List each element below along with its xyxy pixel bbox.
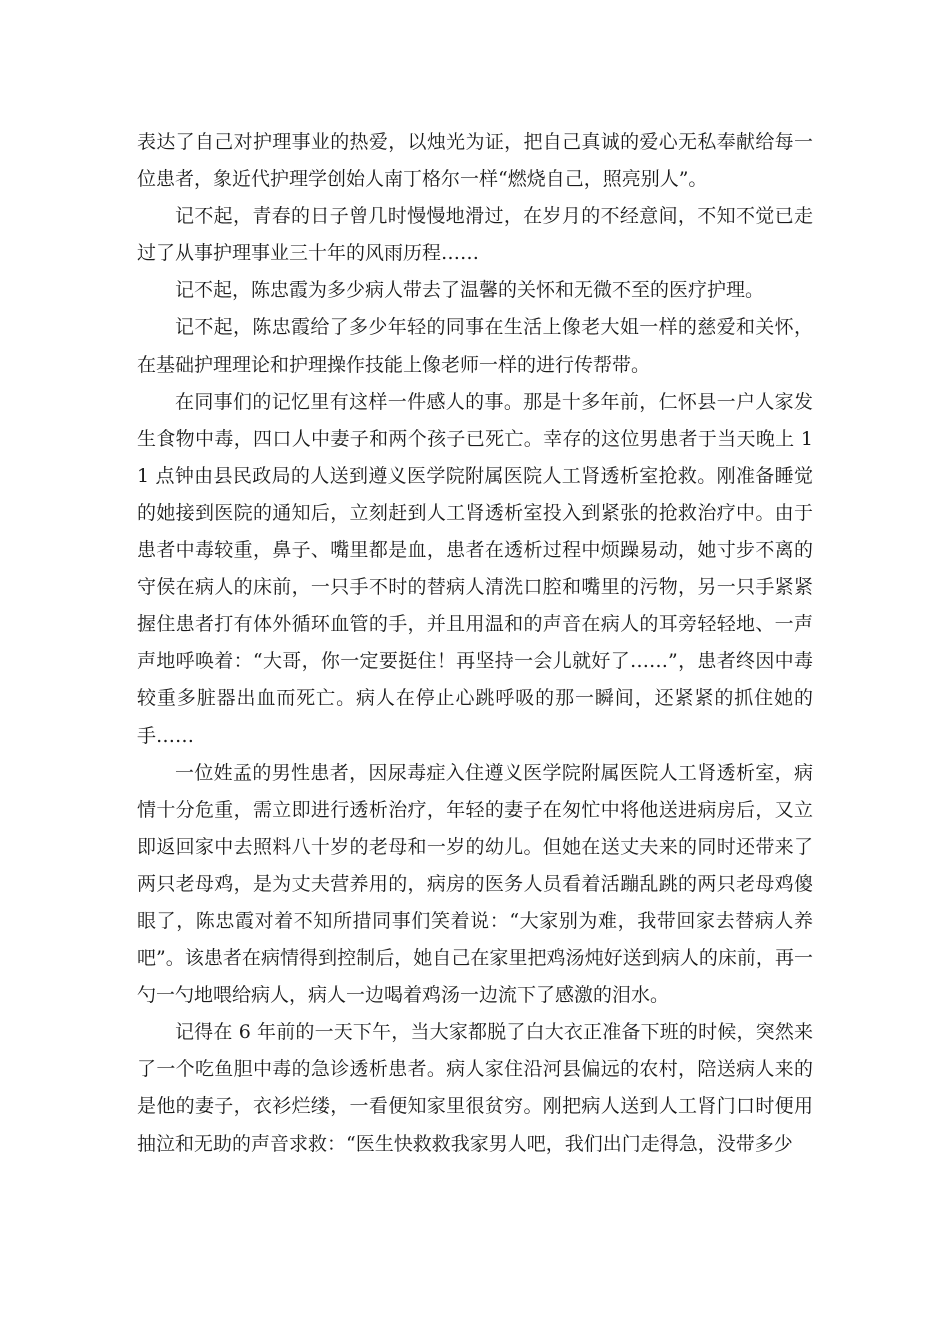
paragraph-patient-meng: 一位姓孟的男性患者，因尿毒症入住遵义医学院附属医院人工肾透析室，病情十分危重，需立即进行透析治疗，年轻的妻子在匆忙中将他送进病房后，又立即返回家中去照料八十岁的老母和一岁的幼儿。但她在送丈夫来的同时还带来了两只老母鸡，是为丈夫营养用的，病房的医务人员看着活蹦乱跳的两只老母鸡傻眼了，陈忠霞对着不知所措同事们笑着说：“大家别为难，我带回家去替病人养吧”。该患者在病情得到控制后，她自己在家里把鸡汤炖好送到病人的床前，再一勺一勺地喂给病人，病人一边喝着鸡汤一边流下了感激的泪水。 [137, 761, 813, 1007]
paragraph-continuation: 表达了自己对护理事业的热爱，以烛光为证，把自己真诚的爱心无私奉献给每一位患者，象近代护理学创始人南丁格尔一样“燃烧自己，照亮别人”。 [137, 131, 813, 191]
paragraph-fish-gall-poisoning: 记得在 6 年前的一天下午，当大家都脱了白大衣正准备下班的时候，突然来了一个吃鱼胆中毒的急诊透析患者。病人家住沿河县偏远的农村，陪送病人来的是他的妻子，衣衫烂缕，一看便知家里很贫穷。刚把病人送到人工肾门口时便用抽泣和无助的声音求救：“医生快救救我家男人吧，我们出门走得急，没带多少 [137, 1021, 813, 1155]
document-body [137, 124, 813, 1163]
paragraph-care-for-colleagues: 记不起，陈忠霞给了多少年轻的同事在生活上像老大姐一样的慈爱和关怀，在基础护理理论和护理操作技能上像老师一样的进行传帮带。 [137, 316, 813, 376]
paragraph-years-passed: 记不起，青春的日子曾几时慢慢地滑过，在岁月的不经意间，不知不觉已走过了从事护理事业三十年的风雨历程…… [137, 205, 813, 265]
paragraph-care-for-patients: 记不起，陈忠霞为多少病人带去了温馨的关怀和无微不至的医疗护理。 [175, 279, 765, 302]
paragraph-poisoning-rescue: 在同事们的记忆里有这样一件感人的事。那是十多年前，仁怀县一户人家发生食物中毒，四口人中妻子和两个孩子已死亡。幸存的这位男患者于当天晚上 11 点钟由县民政局的人送到遵义医学院附属医院人工肾透析室抢救。刚准备睡觉的她接到医院的通知后，立刻赶到人工肾透析室投入到紧张的抢救治疗中。由于患者中毒较重，鼻子、嘴里都是血，患者在透析过程中烦躁易动，她寸步不离的守侯在病人的床前，一只手不时的替病人清洗口腔和嘴里的污物，另一只手紧紧握住患者打有体外循环血管的手，并且用温和的声音在病人的耳旁轻轻地、一声声地呼唤着：“大哥，你一定要挺住！再坚持一会儿就好了……”，患者终因中毒较重多脏器出血而死亡。病人在停止心跳呼吸的那一瞬间，还紧紧的抓住她的手…… [137, 390, 813, 747]
